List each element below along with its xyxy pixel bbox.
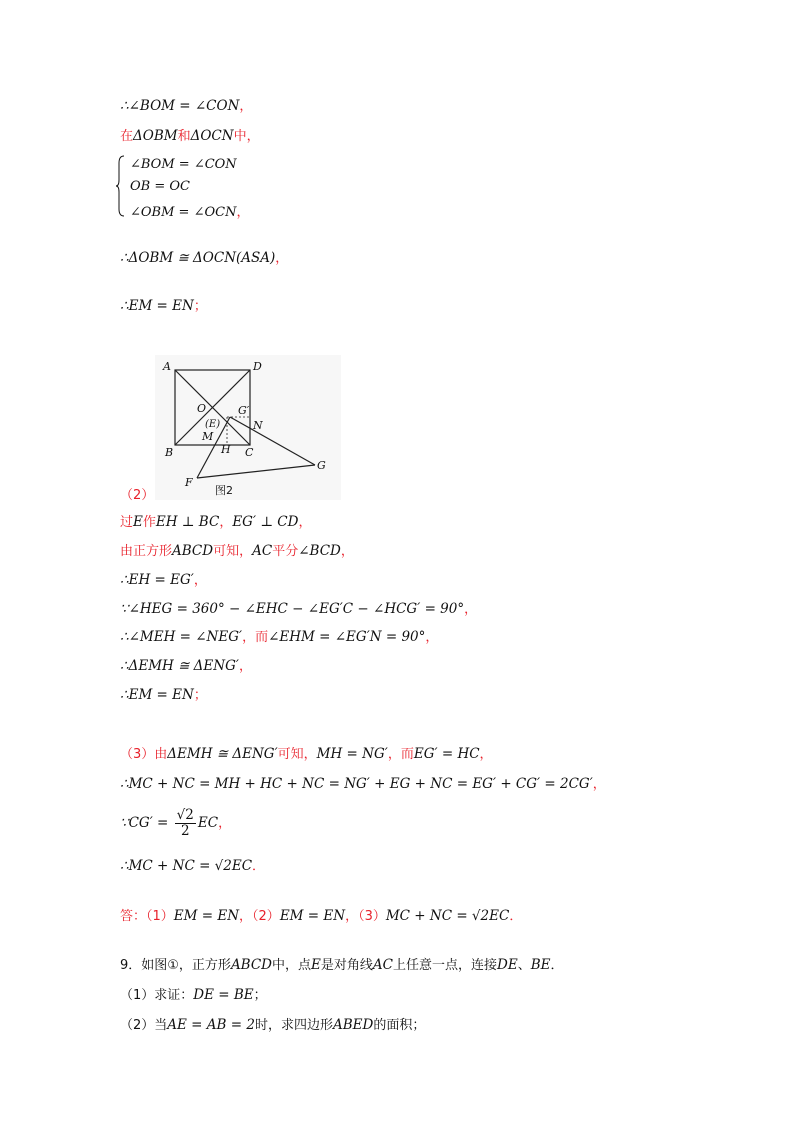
part-2-label: （2） bbox=[120, 488, 155, 503]
system-eq-3: ∠OBM = ∠OCN， bbox=[130, 205, 250, 220]
proof-line-2: 在ΔOBM和ΔOCN中， bbox=[120, 128, 260, 144]
proof-line-8: ∵∠HEG = 360° − ∠EHC − ∠EG′C − ∠HCG′ = 90°， bbox=[120, 601, 478, 617]
label-B: B bbox=[165, 446, 174, 459]
label-E: (E) bbox=[205, 419, 221, 430]
proof-line-1: ∴∠BOM = ∠CON， bbox=[120, 98, 253, 114]
question-9-part-2: （2）当AE = AB = 2时，求四边形ABED的面积； bbox=[120, 1017, 426, 1033]
label-H: H bbox=[221, 443, 231, 456]
system-eq-2: OB = OC bbox=[130, 179, 190, 194]
proof-line-3: ∴ΔOBM ≅ ΔOCN(ASA)， bbox=[120, 250, 289, 266]
proof-line-6: 由正方形ABCD可知，AC平分∠BCD， bbox=[120, 543, 354, 559]
proof-line-9: ∴∠MEH = ∠NEG′，而∠EHM = ∠EG′N = 90°， bbox=[120, 629, 439, 645]
proof-line-7: ∴EH = EG′， bbox=[120, 572, 207, 588]
proof-line-10: ∴ΔEMH ≅ ΔENG′， bbox=[120, 658, 252, 674]
figure-caption: 图2 bbox=[215, 484, 233, 497]
proof-line-13: ∴MC + NC = MH + HC + NC = NG′ + EG + NC = EG′ + CG′ = 2CG′， bbox=[120, 776, 606, 792]
answer-line: 答：（1）EM = EN，（2）EM = EN，（3）MC + NC = √2EC． bbox=[120, 908, 523, 924]
label-F: F bbox=[185, 476, 193, 489]
label-N: N bbox=[253, 419, 263, 432]
label-O: O bbox=[197, 402, 207, 415]
proof-line-14: ∵CG′ = $\frac{√2}{2}$ EC， bbox=[120, 807, 232, 839]
system-eq-1: ∠BOM = ∠CON bbox=[130, 157, 237, 172]
proof-line-15: ∴MC + NC = √2EC． bbox=[120, 858, 266, 874]
fraction: $\frac{√2}{2}$ bbox=[176, 807, 194, 839]
label-C: C bbox=[245, 446, 254, 459]
label-M: M bbox=[202, 430, 214, 443]
left-brace bbox=[116, 155, 126, 217]
proof-line-12: （3）由ΔEMH ≅ ΔENG′可知，MH = NG′，而EG′ = HC， bbox=[120, 746, 493, 762]
geometry-figure bbox=[155, 355, 341, 500]
label-G-prime: G′ bbox=[238, 404, 250, 417]
question-9: 9．如图①，正方形ABCD中，点E是对角线AC上任意一点，连接DE、BE． bbox=[120, 957, 564, 973]
proof-line-11: ∴EM = EN； bbox=[120, 687, 207, 703]
proof-line-5: 过E作EH ⊥ BC，EG′ ⊥ CD， bbox=[120, 514, 312, 530]
question-9-part-1: （1）求证：DE = BE； bbox=[120, 987, 267, 1003]
label-D: D bbox=[253, 360, 262, 373]
label-G: G bbox=[317, 459, 326, 472]
proof-line-4: ∴EM = EN； bbox=[120, 298, 207, 314]
label-A: A bbox=[163, 360, 171, 373]
